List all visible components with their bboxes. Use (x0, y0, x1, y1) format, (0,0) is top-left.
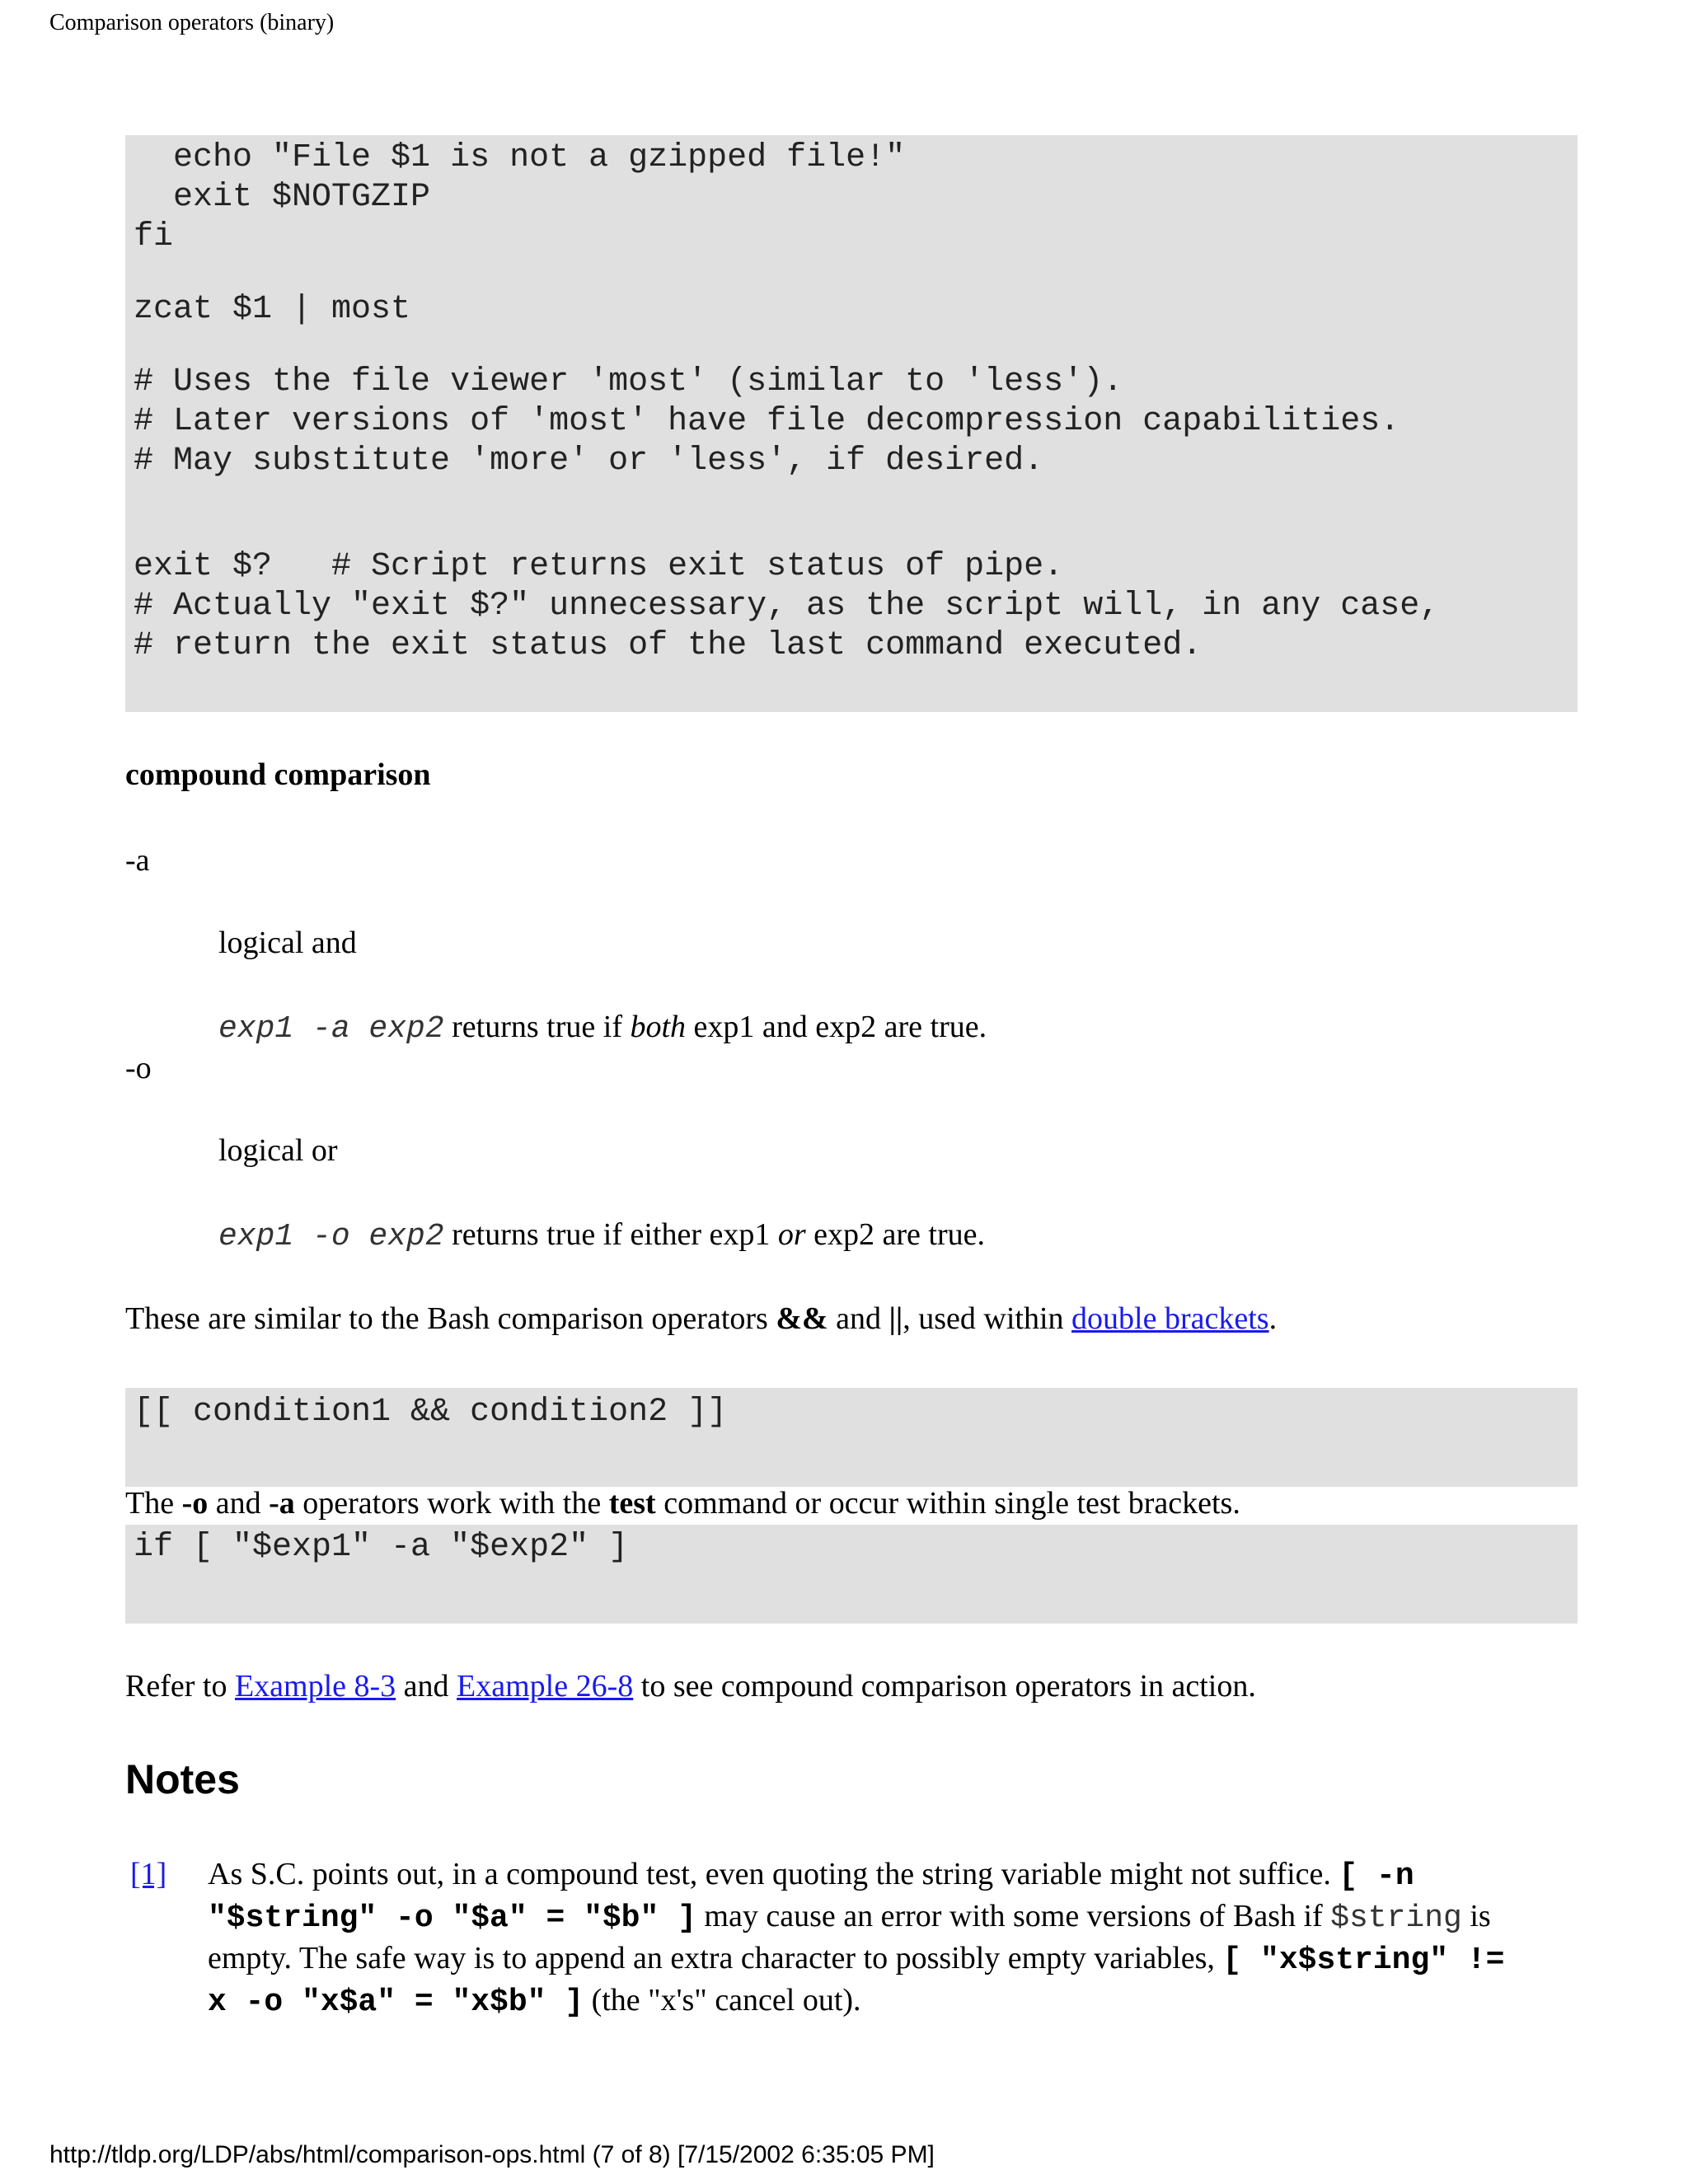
code-line: # return the exit status of the last command executed. (134, 627, 1203, 664)
footnote-ref-link[interactable]: [1] (130, 1857, 167, 1891)
code-line: # Later versions of 'most' have file decompression capabilities. (134, 403, 1400, 440)
refer-paragraph: Refer to Example 8-3 and Example 26-8 to see compound comparison operators in action. (125, 1669, 1256, 1704)
code-line: # Actually "exit $?" unnecessary, as the script will, in any case, (134, 588, 1440, 625)
desc-and: logical and (218, 926, 357, 960)
test-paragraph: The -o and -a operators work with the test command or occur within single test brackets. (125, 1486, 1240, 1521)
code-line: # Uses the file viewer 'most' (similar to 'less'). (134, 363, 1123, 401)
double-brackets-link[interactable]: double brackets (1071, 1301, 1269, 1336)
code-line: # May substitute 'more' or 'less', if desired. (134, 443, 1044, 480)
example-26-8-link[interactable]: Example 26-8 (457, 1669, 634, 1704)
code-line: if [ "$exp1" -a "$exp2" ] (134, 1529, 629, 1566)
code-block-single-test (125, 1525, 1578, 1624)
section-heading: compound comparison (125, 757, 431, 792)
example-or: exp1 -o exp2 returns true if either exp1 or exp2 are true. (218, 1217, 985, 1254)
code-line: fi (134, 218, 174, 255)
code-line: zcat $1 | most (134, 291, 411, 328)
desc-or: logical or (218, 1133, 338, 1168)
notes-heading: Notes (125, 1756, 240, 1802)
term-or: -o (125, 1051, 152, 1085)
footnote-body: As S.C. points out, in a compound test, even quoting the string variable might not suffice. [ -n "$string" -o "$a" = "$b" ] may cause an error with some versions of Bash if $string is empty. The safe way is to append an extra character to possibly empty variables, [ "x$string" != x -o "x$a" = "x$b" ] (the "x's" cancel out). (208, 1857, 1505, 2020)
example-and: exp1 -a exp2 returns true if both exp1 and exp2 are true. (218, 1010, 987, 1047)
example-8-3-link[interactable]: Example 8-3 (234, 1669, 396, 1704)
code-line: exit $NOTGZIP (134, 179, 431, 216)
code-line: [[ condition1 && condition2 ]] (134, 1394, 728, 1431)
similar-paragraph: These are similar to the Bash comparison operators && and ||, used within double brackets. (125, 1301, 1278, 1336)
term-and: -a (125, 843, 150, 878)
code-block-script (125, 135, 1578, 712)
page-header-title: Comparison operators (binary) (49, 10, 335, 35)
page-footer-url: http://tldp.org/LDP/abs/html/comparison-ops.html (7 of 8) [7/15/2002 6:35:05 PM] (49, 2141, 935, 2168)
code-line: exit $? # Script returns exit status of pipe. (134, 548, 1064, 585)
code-line: echo "File $1 is not a gzipped file!" (134, 139, 906, 176)
code-block-double-brackets (125, 1388, 1578, 1487)
